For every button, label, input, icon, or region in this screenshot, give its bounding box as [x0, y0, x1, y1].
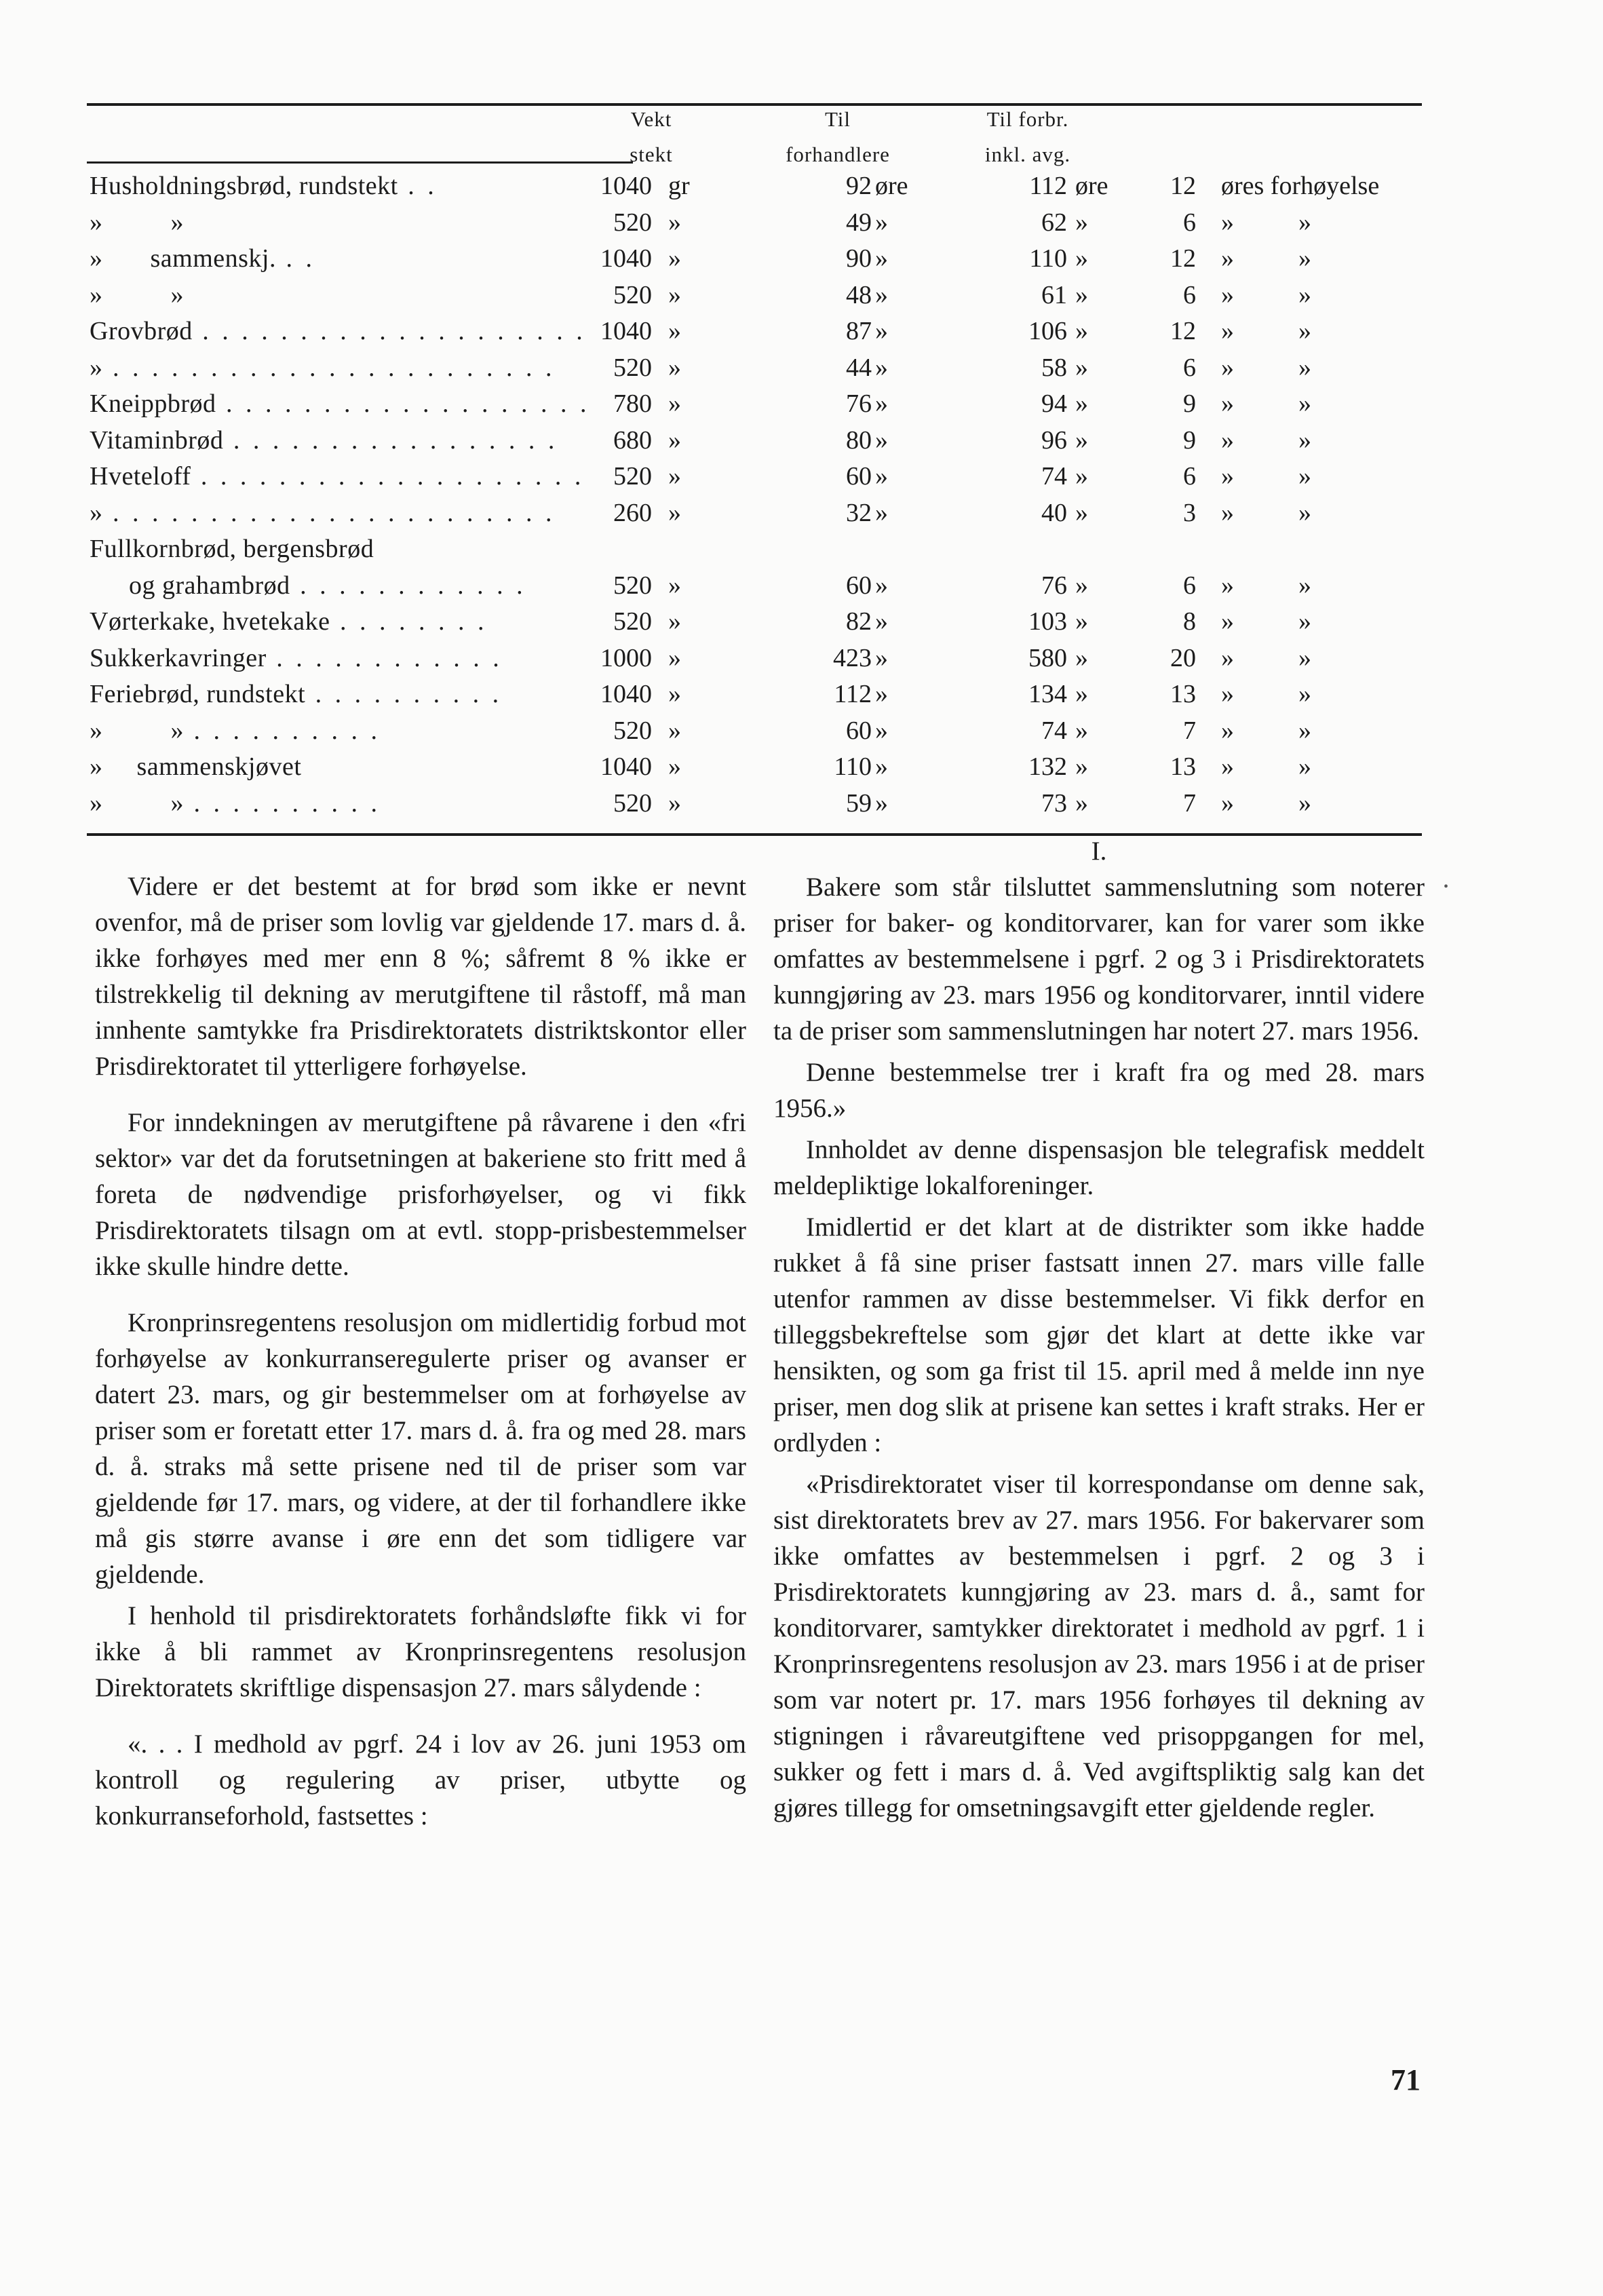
cell-dealer-unit: »	[875, 716, 888, 745]
cell-consumer-unit: »	[1075, 788, 1088, 818]
table-row	[0, 640, 1603, 676]
cell-consumer-unit: »	[1075, 571, 1088, 600]
cell-dealer-unit: »	[875, 462, 888, 491]
table-row	[0, 313, 1603, 349]
row-label	[90, 495, 556, 531]
cell-dealer-price: 110	[834, 752, 872, 781]
row-label	[90, 531, 527, 567]
header-forhandlere-line2: forhandlere	[786, 142, 890, 166]
cell-increase-unit: » »	[1221, 643, 1311, 672]
row-label	[90, 313, 586, 349]
cell-consumer-unit: øre	[1075, 172, 1108, 200]
cell-increase-unit: » »	[1221, 280, 1311, 309]
cell-dealer-unit: »	[875, 317, 888, 345]
cell-consumer-price: 580	[1028, 643, 1067, 672]
row-label-text: Sukkerkavringer	[90, 643, 267, 672]
cell-weight: 1040	[600, 244, 652, 273]
cell-weight: 680	[613, 425, 652, 455]
table-row	[0, 241, 1603, 276]
cell-weight-unit: »	[668, 752, 681, 781]
row-label-text: »	[90, 353, 103, 382]
row-label	[90, 350, 556, 385]
header-forhandlere	[753, 102, 923, 172]
cell-increase: 12	[1170, 244, 1196, 273]
header-forbruker-line2: inkl. avg.	[984, 142, 1071, 166]
cell-increase: 8	[1183, 607, 1196, 636]
cell-consumer-price: 74	[1041, 716, 1067, 745]
cell-consumer-unit: »	[1075, 244, 1088, 273]
cell-weight-unit: »	[668, 571, 681, 600]
left-paragraph: I henhold til prisdirektoratets forhåndsløfte fikk vi for ikke å bli rammet av Kronprinsregentens resolusjon Direktoratets skriftlige dispensasjon 27. mars sålydende :	[95, 1601, 746, 1702]
cell-consumer-unit: »	[1075, 607, 1088, 636]
cell-increase-unit: » »	[1221, 244, 1311, 273]
row-leader-dots: . . . . . . . . . . . . . . . . . . . . . . .	[102, 353, 556, 382]
cell-weight: 520	[613, 571, 652, 600]
cell-consumer-price: 61	[1041, 280, 1067, 309]
cell-increase: 6	[1183, 462, 1196, 491]
table-row	[0, 531, 1603, 567]
cell-consumer-unit: »	[1075, 752, 1088, 781]
cell-increase-unit: » »	[1221, 716, 1311, 745]
row-leader-dots: . . . . . . . . . . . . . . . . . . . .	[192, 317, 586, 345]
cell-weight: 520	[613, 353, 652, 382]
cell-consumer-price: 58	[1041, 353, 1067, 382]
cell-weight-unit: »	[668, 389, 681, 418]
cell-increase-unit: » »	[1221, 462, 1311, 491]
cell-dealer-price: 32	[846, 498, 872, 527]
cell-consumer-unit: »	[1075, 462, 1088, 491]
cell-consumer-price: 40	[1041, 498, 1067, 527]
cell-weight: 1000	[600, 643, 652, 672]
cell-dealer-price: 112	[834, 680, 872, 708]
left-paragraph: Kronprinsregentens resolusjon om midlertidig forbud mot forhøyelse av konkurranseregulerte priser og avanser er datert 23. mars, og gir bestemmelser om at forhøyelse av priser som er foretatt etter 17. mars d. å. fra og med 28. mars d. å. straks må sette prisene ned til de priser som var gjeldende før 17. mars, og videre, at der til forhandlere ikke må gis større avanse i øre enn det som tidligere var gjeldende.	[95, 1308, 746, 1589]
cell-dealer-price: 60	[846, 571, 872, 600]
cell-increase-unit: » »	[1221, 498, 1311, 527]
row-label-text: Vørterkake, hvetekake	[90, 607, 330, 636]
cell-dealer-price: 423	[833, 643, 872, 672]
cell-increase-unit: » »	[1221, 607, 1311, 636]
left-paragraph: «. . . I medhold av pgrf. 24 i lov av 26. juni 1953 om kontroll og regulering av priser, utbytte og konkurranseforhold, fastsettes :	[95, 1729, 746, 1831]
cell-consumer-price: 132	[1028, 752, 1067, 781]
cell-dealer-unit: »	[875, 680, 888, 708]
cell-weight: 520	[613, 280, 652, 309]
cell-weight: 1040	[600, 172, 652, 200]
cell-increase-unit: » »	[1221, 317, 1311, 345]
cell-weight-unit: »	[668, 425, 681, 455]
right-text-column	[773, 837, 1425, 1826]
row-label	[90, 205, 527, 240]
table-row	[0, 350, 1603, 385]
row-leader-dots: . . . . . . . . . . . . . . . . . . .	[216, 389, 590, 418]
cell-increase: 13	[1170, 680, 1196, 708]
cell-increase-unit: » »	[1221, 680, 1311, 708]
cell-dealer-price: 48	[846, 280, 872, 309]
cell-increase: 12	[1170, 317, 1196, 345]
page-number: 71	[1391, 2063, 1421, 2097]
cell-dealer-unit: »	[875, 607, 888, 636]
row-label-text: Fullkornbrød, bergensbrød	[90, 535, 374, 563]
header-vekt-line2: stekt	[630, 142, 673, 166]
cell-increase-unit: » »	[1221, 571, 1311, 600]
row-leader-dots: . . . . . . . . . .	[305, 680, 503, 708]
cell-dealer-unit: »	[875, 425, 888, 455]
row-label-text: Vitaminbrød	[90, 425, 224, 455]
section-mark: I.	[1091, 837, 1107, 866]
cell-increase-unit: » »	[1221, 208, 1311, 237]
row-label	[90, 749, 527, 784]
row-label	[90, 423, 558, 458]
cell-weight: 520	[613, 208, 652, 237]
cell-consumer-price: 94	[1041, 389, 1067, 418]
cell-consumer-unit: »	[1075, 389, 1088, 418]
row-label-text: Feriebrød, rundstekt	[90, 680, 306, 708]
cell-weight-unit: »	[668, 244, 681, 273]
cell-consumer-unit: »	[1075, 643, 1088, 672]
cell-weight: 520	[613, 462, 652, 491]
cell-weight: 1040	[600, 317, 652, 345]
cell-weight: 520	[613, 607, 652, 636]
cell-consumer-price: 106	[1028, 317, 1067, 345]
cell-increase: 12	[1170, 172, 1196, 200]
cell-consumer-unit: »	[1075, 317, 1088, 345]
cell-dealer-unit: »	[875, 788, 888, 818]
row-label-text: Grovbrød	[90, 317, 193, 345]
cell-consumer-unit: »	[1075, 498, 1088, 527]
table-row	[0, 278, 1603, 313]
row-label-text: » sammenskj.	[90, 244, 276, 273]
table-row	[0, 568, 1603, 603]
cell-increase: 9	[1183, 389, 1196, 418]
cell-increase-unit: » »	[1221, 389, 1311, 418]
cell-dealer-price: 90	[846, 244, 872, 273]
row-label-text: » »	[90, 280, 184, 309]
cell-consumer-unit: »	[1075, 680, 1088, 708]
cell-increase: 3	[1183, 498, 1196, 527]
cell-increase-unit: » »	[1221, 353, 1311, 382]
cell-dealer-unit: »	[875, 280, 888, 309]
cell-consumer-unit: »	[1075, 353, 1088, 382]
header-vekt-line1: Vekt	[630, 107, 672, 131]
row-label-text: og grahambrød	[129, 571, 290, 600]
cell-increase: 6	[1183, 280, 1196, 309]
cell-weight-unit: »	[668, 643, 681, 672]
cell-weight-unit: »	[668, 498, 681, 527]
cell-consumer-unit: »	[1075, 716, 1088, 745]
row-leader-dots: . . . . . . . . . . . . . . . . . . . .	[191, 462, 585, 491]
cell-consumer-price: 76	[1041, 571, 1067, 600]
row-label-text: »	[90, 498, 103, 527]
cell-consumer-price: 74	[1041, 462, 1067, 491]
cell-consumer-unit: »	[1075, 425, 1088, 455]
cell-dealer-price: 59	[846, 788, 872, 818]
cell-dealer-price: 49	[846, 208, 872, 237]
row-leader-dots: . . . . . . . . . . . .	[290, 571, 526, 600]
cell-weight-unit: »	[668, 353, 681, 382]
row-label	[90, 676, 527, 712]
row-label-text: » »	[90, 208, 184, 237]
cell-dealer-price: 87	[846, 317, 872, 345]
table-row	[0, 749, 1603, 784]
row-leader-dots: . . . . . . . . . . . . . . . . .	[223, 425, 558, 455]
row-leader-dots: . .	[398, 172, 438, 200]
cell-weight-unit: »	[668, 716, 681, 745]
right-paragraph: «Prisdirektoratet viser til korrespondanse om denne sak, sist direktoratets brev av 27. mars 1956. For bakervarer som ikke omfattes av bestemmelsen i pgrf. 2 og 3 i Prisdirektoratets kunngjøring av 23. mars d. å., samt for konditorvarer, samtykker direktoratet i medhold av pgrf. 1 i Kronprinsregentens resolusjon av 23. mars 1956 i at de priser som var notert pr. 17. mars 1956 forhøyes til dekning av stigningen i råvareutgiftene ved prisoppgangen for mel, sukker og fett i mars d. å. Ved avgiftspliktig salg kan det gjøres tillegg for omsetningsavgift etter gjeldende regler.	[773, 1470, 1425, 1822]
table-header-rule	[87, 161, 633, 164]
cell-dealer-price: 80	[846, 425, 872, 455]
cell-weight: 520	[613, 716, 652, 745]
cell-weight-unit: »	[668, 462, 681, 491]
row-label	[90, 386, 590, 421]
cell-consumer-price: 112	[1029, 172, 1067, 200]
row-leader-dots: . . . . . . . . . .	[184, 716, 381, 745]
cell-weight: 1040	[600, 680, 652, 708]
cell-increase: 6	[1183, 208, 1196, 237]
row-label	[90, 459, 585, 494]
right-paragraph: Bakere som står tilsluttet sammenslutning som noterer priser for baker- og konditorvarer, kan for varer som ikke omfattes av bestemmelsene i pgrf. 2 og 3 i Prisdirektoratets kunngjøring av 23. mars 1956 og konditorvarer, inntil videre ta de priser som sammenslutningen har notert 27. mars 1956.	[773, 873, 1425, 1046]
row-label	[90, 241, 527, 276]
cell-increase-unit: » »	[1221, 752, 1311, 781]
table-row	[0, 713, 1603, 748]
row-leader-dots: . . . . . . . .	[330, 607, 488, 636]
cell-consumer-unit: »	[1075, 280, 1088, 309]
cell-weight-unit: »	[668, 317, 681, 345]
cell-dealer-price: 82	[846, 607, 872, 636]
cell-dealer-unit: »	[875, 389, 888, 418]
cell-dealer-price: 76	[846, 389, 872, 418]
cell-increase: 20	[1170, 643, 1196, 672]
header-forbruker	[950, 102, 1106, 172]
cell-weight-unit: gr	[668, 172, 690, 200]
header-forhandlere-line1: Til	[824, 107, 851, 131]
cell-dealer-price: 60	[846, 716, 872, 745]
cell-dealer-unit: »	[875, 353, 888, 382]
table-row	[0, 205, 1603, 240]
cell-dealer-price: 44	[846, 353, 872, 382]
right-paragraph: Imidlertid er det klart at de distrikter som ikke hadde rukket å få sine priser fastsatt innen 27. mars ville falle utenfor rammen av disse bestemmelser. Vi fikk derfor en tilleggsbekreftelse som gjør det klart at dette ikke var hensikten, og som ga frist til 15. april med å melde inn nye priser, men dog slik at prisene kan settes i kraft straks. Her er ordlyden :	[773, 1212, 1425, 1457]
cell-dealer-unit: »	[875, 643, 888, 672]
row-label	[90, 713, 527, 748]
table-row	[0, 168, 1603, 204]
cell-increase: 6	[1183, 353, 1196, 382]
cell-dealer-unit: »	[875, 752, 888, 781]
cell-consumer-price: 134	[1028, 680, 1067, 708]
row-leader-dots: . . . . . . . . . . . . . . . . . . . . . . .	[102, 498, 556, 527]
cell-increase: 7	[1183, 788, 1196, 818]
cell-consumer-unit: »	[1075, 208, 1088, 237]
row-label-text: » sammenskjøvet	[90, 752, 302, 781]
cell-dealer-unit: øre	[875, 172, 908, 200]
margin-dot-mark: •	[1444, 879, 1449, 894]
table-row	[0, 459, 1603, 494]
table-row	[0, 786, 1603, 821]
row-label	[90, 604, 527, 639]
right-paragraph: Innholdet av denne dispensasjon ble telegrafisk meddelt meldepliktige lokalforeninger.	[773, 1135, 1425, 1200]
cell-consumer-price: 73	[1041, 788, 1067, 818]
cell-increase-unit: øres forhøyelse	[1221, 172, 1380, 200]
cell-weight-unit: »	[668, 208, 681, 237]
cell-dealer-unit: »	[875, 498, 888, 527]
row-label-text: Kneippbrød	[90, 389, 216, 418]
cell-dealer-price: 60	[846, 462, 872, 491]
row-leader-dots: . . . . . . . . . . . .	[266, 643, 503, 672]
table-row	[0, 676, 1603, 712]
row-label	[90, 168, 527, 204]
left-text-column	[95, 868, 746, 1834]
row-leader-dots: . .	[275, 244, 315, 273]
cell-consumer-price: 62	[1041, 208, 1067, 237]
cell-dealer-unit: »	[875, 571, 888, 600]
cell-increase: 9	[1183, 425, 1196, 455]
row-label-text: Hveteloff	[90, 462, 191, 491]
cell-weight: 780	[613, 389, 652, 418]
table-row	[0, 495, 1603, 531]
row-label-text: Husholdningsbrød, rundstekt	[90, 172, 398, 200]
cell-increase: 6	[1183, 571, 1196, 600]
left-paragraph: For inndekningen av merutgiftene på råvarene i den «fri sektor» var det da forutsetningen at bakeriene sto fritt med å foreta de nødvendige prisforhøyelser, og vi fikk Prisdirektoratets tilsagn om at evtl. stopp-prisbestemmelser ikke skulle hindre dette.	[95, 1108, 746, 1281]
cell-consumer-price: 110	[1029, 244, 1067, 273]
cell-increase: 7	[1183, 716, 1196, 745]
row-leader-dots: . . . . . . . . . .	[184, 788, 381, 818]
table-row	[0, 423, 1603, 458]
cell-weight-unit: »	[668, 280, 681, 309]
cell-weight-unit: »	[668, 680, 681, 708]
right-paragraph: Denne bestemmelse trer i kraft fra og med 28. mars 1956.»	[773, 1058, 1425, 1123]
header-forbruker-line1: Til forbr.	[986, 107, 1069, 131]
cell-weight: 520	[613, 788, 652, 818]
row-label-text: » »	[90, 716, 184, 745]
cell-consumer-price: 96	[1041, 425, 1067, 455]
cell-dealer-price: 92	[846, 172, 872, 200]
cell-dealer-unit: »	[875, 244, 888, 273]
row-label	[90, 278, 527, 313]
cell-increase-unit: » »	[1221, 788, 1311, 818]
cell-consumer-price: 103	[1028, 607, 1067, 636]
cell-increase: 13	[1170, 752, 1196, 781]
row-label-text: » »	[90, 788, 184, 818]
cell-dealer-unit: »	[875, 208, 888, 237]
cell-weight-unit: »	[668, 788, 681, 818]
row-label	[90, 786, 527, 821]
row-label	[90, 640, 527, 676]
table-row	[0, 386, 1603, 421]
cell-weight-unit: »	[668, 607, 681, 636]
row-label	[90, 568, 566, 603]
cell-weight: 1040	[600, 752, 652, 781]
header-vekt	[583, 102, 719, 172]
left-paragraph: Videre er det bestemt at for brød som ikke er nevnt ovenfor, må de priser som lovlig var gjeldende 17. mars d. å. ikke forhøyes med mer enn 8 %; såfremt 8 % ikke er tilstrekkelig til dekning av merutgiftene til råstoff, må man innhente samtykke fra Prisdirektoratets distriktskontor eller Prisdirektoratet til ytterligere forhøyelse.	[95, 872, 746, 1081]
cell-weight: 260	[613, 498, 652, 527]
cell-increase-unit: » »	[1221, 425, 1311, 455]
table-row	[0, 604, 1603, 639]
